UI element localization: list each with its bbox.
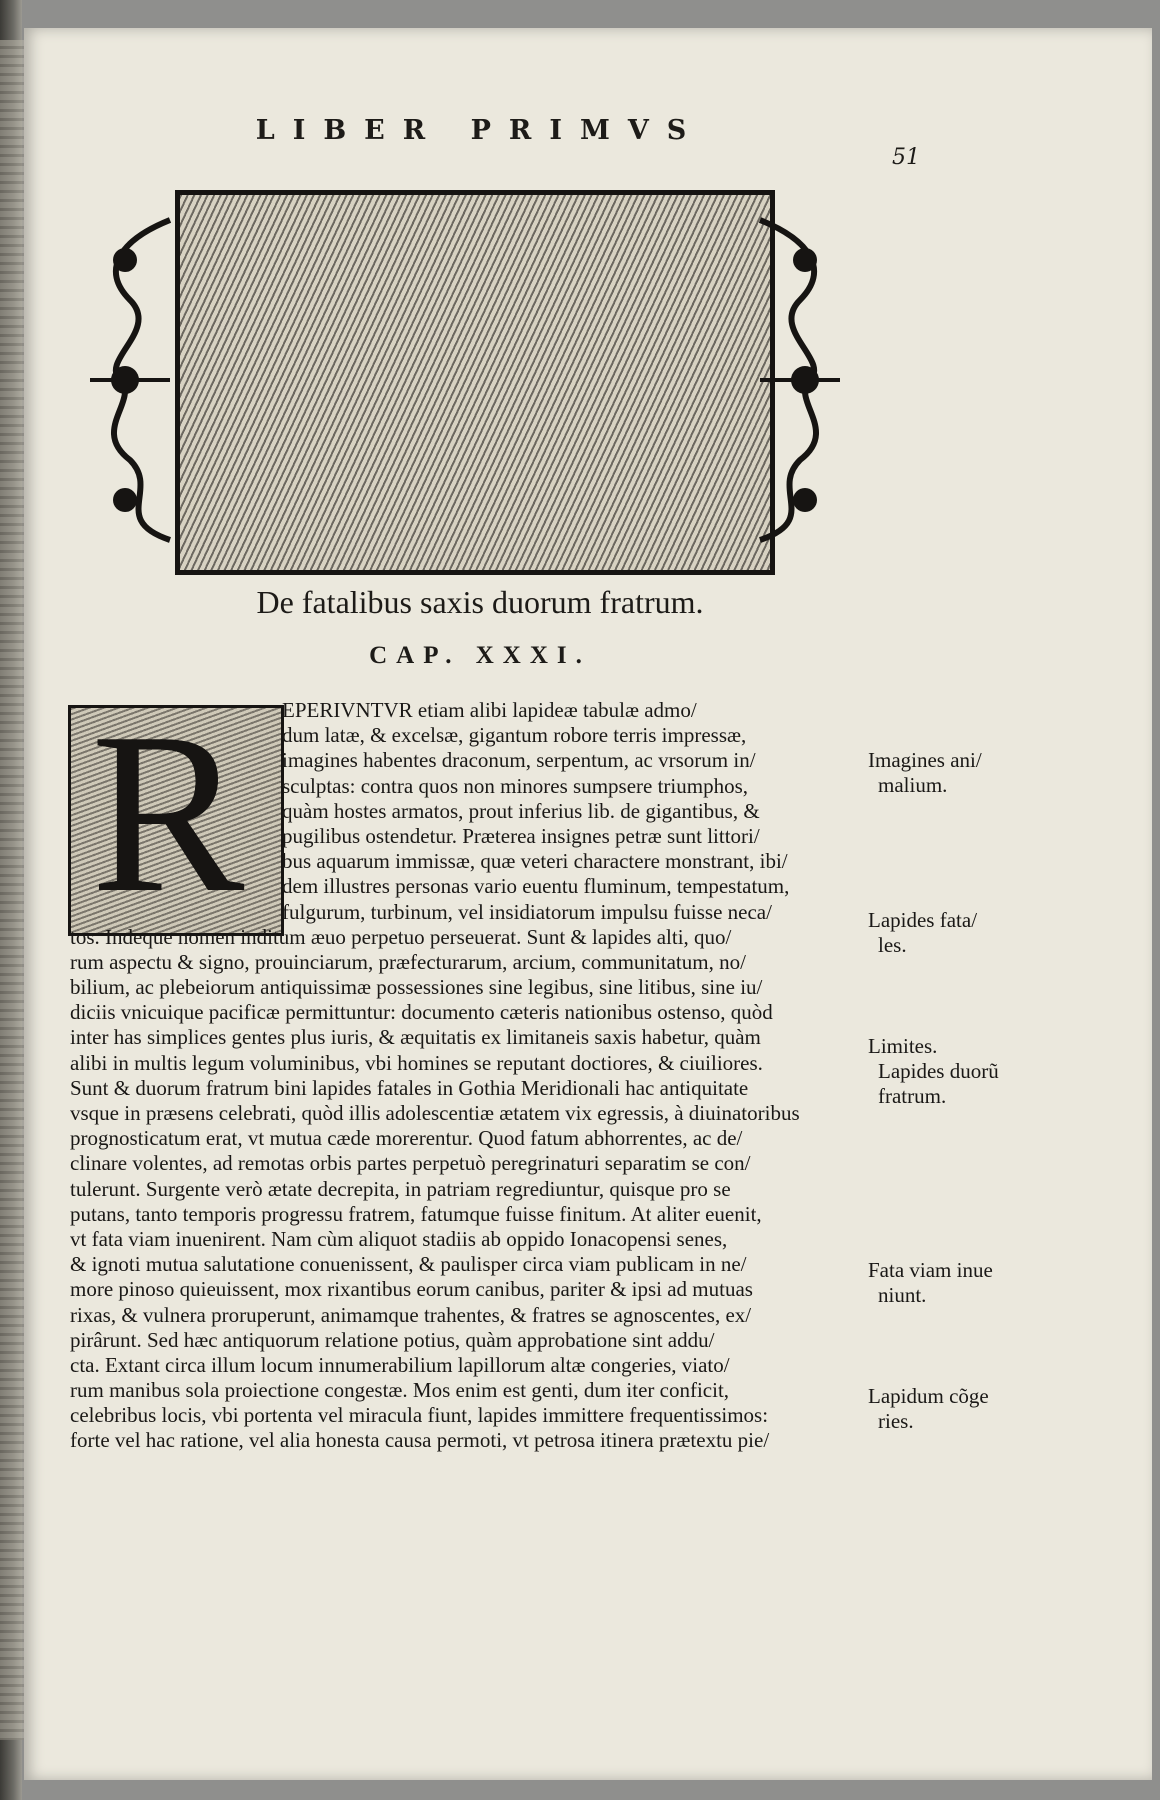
text-line: forte vel hac ratione, vel alia honesta causa permoti, vt petrosa itinera prætextu pie/ xyxy=(70,1428,770,1453)
text-line: imagines habentes draconum, serpentum, ac vrsorum in/ xyxy=(282,748,756,773)
text-line: prognosticatum erat, vt mutua cæde morerentur. Quod fatum abhorrentes, ac de/ xyxy=(70,1126,743,1151)
marginal-note-line: malium. xyxy=(878,773,948,797)
text-line: alibi in multis legum voluminibus, vbi homines se reputant doctiores, & ciuiliores. xyxy=(70,1050,763,1075)
text-line: rum manibus sola proiectione congestæ. Mos enim est genti, dum iter conficit, xyxy=(70,1378,730,1403)
text-line: cta. Extant circa illum locum innumerabilium lapillorum altæ congeries, viato/ xyxy=(70,1352,730,1377)
previous-page-edge xyxy=(0,40,24,1740)
marginal-note-line: fratrum. xyxy=(878,1084,947,1108)
right-scroll-ornament xyxy=(750,210,850,550)
folio-number: 51 xyxy=(892,145,920,170)
text-line: bilium, ac plebeiorum antiquissimæ possessiones sine legibus, sine litibus, sine iu/ xyxy=(70,975,763,1000)
text-line: vt fata viam inuenirent. Nam cùm aliquot stadiis ab oppido Ionacopensi senes, xyxy=(70,1226,728,1251)
woodcut-illustration xyxy=(80,190,850,570)
text-line: inter has simplices gentes plus iuris, & æquitatis ex limitaneis saxis habetur, quàm xyxy=(70,1025,761,1050)
text-line: Sunt & duorum fratrum bini lapides fatales in Gothia Meridionali hac antiquitate xyxy=(70,1075,749,1100)
text-line: pirârunt. Sed hæc antiquorum relatione potius, quàm approbatione sint addu/ xyxy=(70,1327,715,1352)
text-line: sculptas: contra quos non minores sumpsere triumphos, xyxy=(282,773,749,798)
marginal-note-line: Imagines ani/ xyxy=(868,748,982,772)
running-head: LIBER PRIMVS xyxy=(255,115,705,146)
text-line: dem illustres personas vario euentu fluminum, tempestatum, xyxy=(282,874,790,899)
body-text xyxy=(70,685,860,1454)
woodcut-scene-two-brothers xyxy=(175,190,775,575)
marginal-note xyxy=(868,908,1028,958)
text-line: tos. Indeque nomen inditum æuo perpetuo perseuerat. Sunt & lapides alti, quo/ xyxy=(70,924,732,949)
marginal-note-line: Fata viam inue xyxy=(868,1258,993,1282)
text-line: fulgurum, turbinum, vel insidiatorum impulsu fuisse neca/ xyxy=(282,899,772,924)
marginal-note-line: Lapides fata/ xyxy=(868,908,978,932)
text-line: EPERIVNTVR etiam alibi lapideæ tabulæ admo/ xyxy=(282,698,697,722)
text-line: & ignoti mutua salutatione conuenissent, & paulisper circa viam publicam in ne/ xyxy=(70,1252,747,1277)
text-line: vsque in præsens celebrati, quòd illis adolescentiæ ætatem vix egressis, à diuinatoribus xyxy=(70,1101,800,1125)
marginal-note-line: Lapides duorũ xyxy=(878,1059,999,1083)
text-line: pugilibus ostendetur. Præterea insignes petræ sunt littori/ xyxy=(282,823,760,848)
marginal-note-line: Lapidum cõge xyxy=(868,1384,989,1408)
text-line: celebribus locis, vbi portenta vel miracula fiunt, lapides immittere frequentissimos: xyxy=(70,1403,769,1428)
chapter-heading: CAP. XXXI. xyxy=(369,642,591,669)
marginal-note-line: niunt. xyxy=(878,1283,927,1307)
marginal-note xyxy=(868,1034,1028,1109)
scroll-ornament-icon xyxy=(750,210,850,550)
illustration-caption: De fatalibus saxis duorum fratrum. xyxy=(256,584,704,620)
text-line: bus aquarum immissæ, quæ veteri charactere monstrant, ibi/ xyxy=(282,849,788,874)
left-scroll-ornament xyxy=(80,210,180,550)
marginal-note-line: ries. xyxy=(878,1409,914,1433)
initial-letter: R xyxy=(91,685,245,940)
marginal-note xyxy=(868,748,1028,798)
text-line: rum aspectu & signo, prouinciarum, præfecturarum, arcium, communitatum, no/ xyxy=(70,949,746,974)
marginal-note xyxy=(868,1258,1028,1308)
text-line: clinare volentes, ad remotas orbis partes perpetuò peregrinaturi separatim se con/ xyxy=(70,1151,751,1176)
text-line: quàm hostes armatos, prout inferius lib. de gigantibus, & xyxy=(282,798,760,823)
marginal-note xyxy=(868,1384,1028,1434)
text-line: putans, tanto temporis progressu fratrem, fatumque fuisse finitum. At aliter euenit, xyxy=(70,1201,762,1226)
marginal-note-line: Limites. xyxy=(868,1034,938,1058)
text-line: more pinoso quieuissent, mox rixantibus eorum canibus, pariter & ipsi ad mutuas xyxy=(70,1277,753,1302)
text-line: tulerunt. Surgente verò ætate decrepita, in patriam regrediuntur, quisque pro se xyxy=(70,1176,731,1201)
scroll-ornament-icon xyxy=(80,210,180,550)
marginal-note-line: les. xyxy=(878,933,907,957)
text-line: dum latæ, & excelsæ, gigantum robore terris impressæ, xyxy=(282,723,747,748)
text-line: diciis vnicuique pacificæ permittuntur: documento cæteris nationibus ostenso, quòd xyxy=(70,1000,773,1025)
text-line: rixas, & vulnera proruperunt, animamque trahentes, & fratres se agnoscentes, ex/ xyxy=(70,1302,752,1327)
